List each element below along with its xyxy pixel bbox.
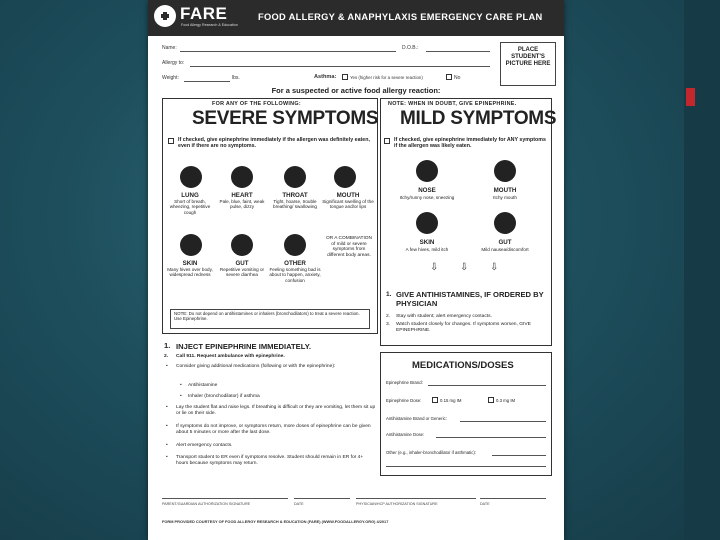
severe-checkbox[interactable] <box>168 138 174 144</box>
bullet-icon: • <box>166 443 168 448</box>
mild-symptom-desc: Itchy/runny nose, sneezing <box>399 195 455 200</box>
mild-step1-number: 1. <box>386 291 392 298</box>
action-step2: Call 911. Request ambulance with epinephrine. <box>176 354 285 359</box>
date-label: DATE <box>480 502 490 506</box>
severe-symptom-desc: Feeling something bad is about to happen, anxiety, confusion <box>269 267 321 283</box>
mild-step2-number: 2. <box>386 314 391 319</box>
antihistamine-brand-label: Antihistamine Brand or Generic: <box>386 416 447 421</box>
action-step2-number: 2. <box>164 354 169 359</box>
severe-symptom-name: SKIN <box>182 260 198 267</box>
severe-symptom-desc: Short of breath, wheezing, repetitive cough <box>169 199 211 215</box>
name-label: Name: <box>162 45 177 51</box>
down-arrow-icon: ⇩ <box>490 262 499 273</box>
other-meds-label: Other (e.g., inhaler-bronchodilator if asthmatic): <box>386 450 477 455</box>
weight-label: Weight: <box>162 75 179 81</box>
bullet-icon: • <box>180 383 182 388</box>
severe-symptom-desc: Tight, hoarse, trouble breathing/ swallowing <box>273 199 317 210</box>
severe-symptom-name: GUT <box>235 260 249 267</box>
form-footer: FORM PROVIDED COURTESY OF FOOD ALLERGY RESEARCH & EDUCATION (FARE) (WWW.FOODALLERGY.ORG) 4/2017 <box>162 519 389 524</box>
severe-caption: FOR ANY OF THE FOLLOWING: <box>212 101 301 107</box>
physician-signature-label: PHYSICIAN/HCP AUTHORIZATION SIGNATURE <box>356 502 438 506</box>
other-meds-field[interactable] <box>492 455 546 456</box>
date-label: DATE <box>294 502 304 506</box>
nose-icon <box>416 160 438 182</box>
severe-symptom-desc: Pale, blue, faint, weak pulse, dizzy <box>219 199 265 210</box>
accent-marker <box>686 88 695 106</box>
throat-icon <box>284 166 306 188</box>
severe-title: SEVERE SYMPTOMS <box>192 108 379 129</box>
mild-step2: Stay with student; alert emergency contacts. <box>396 314 492 319</box>
dob-field[interactable] <box>426 51 490 52</box>
mild-title: MILD SYMPTOMS <box>400 108 557 129</box>
antihistamine-note: NOTE: Do not depend on antihistamines or inhalers (bronchodilators) to treat a severe reaction. Use Epinephrine. <box>170 309 370 329</box>
date-field[interactable] <box>480 498 546 499</box>
action-step1-number: 1. <box>164 341 171 350</box>
mild-symptom-name: GUT <box>498 239 512 246</box>
logo-text: FARE <box>180 4 228 23</box>
dose-03-checkbox[interactable] <box>488 397 494 403</box>
allergy-label: Allergy to: <box>162 60 185 66</box>
physician-signature-field[interactable] <box>356 498 476 499</box>
name-field[interactable] <box>180 51 396 52</box>
other-icon <box>284 234 306 256</box>
severe-checkbox-text: If checked, give epinephrine immediately if the allergen was definitely eaten, even if there are no symptoms. <box>178 137 370 150</box>
epinephrine-dose-label: Epinephrine Dose: <box>386 398 422 403</box>
mild-checkbox[interactable] <box>384 138 390 144</box>
mild-gut-icon <box>494 212 516 234</box>
dose-03-label: 0.3 mg IM <box>496 398 516 403</box>
mild-mouth-icon <box>494 160 516 182</box>
mild-checkbox-text: If checked, give epinephrine immediately for ANY symptoms if the allergen was likely eaten. <box>394 137 546 150</box>
dose-015-checkbox[interactable] <box>432 397 438 403</box>
lung-icon <box>180 166 202 188</box>
asthma-no-checkbox[interactable] <box>446 74 452 80</box>
action-step1: INJECT EPINEPHRINE IMMEDIATELY. <box>176 342 312 351</box>
antihistamine-dose-field[interactable] <box>436 437 546 438</box>
mild-step3-number: 3. <box>386 322 391 327</box>
bullet-icon: • <box>166 405 168 410</box>
asthma-no-label: No <box>454 75 461 81</box>
mild-symptom-name: SKIN <box>419 239 435 246</box>
bullet-icon: • <box>166 364 168 369</box>
mild-symptom-desc: A few hives, mild itch <box>405 247 449 252</box>
dose-015-label: 0.15 mg IM <box>440 398 462 403</box>
parent-signature-label: PARENT/GUARDIAN AUTHORIZATION SIGNATURE <box>162 502 251 506</box>
antihistamine-dose-label: Antihistamine Dose: <box>386 432 425 437</box>
mild-symptom-desc: Mild nausea/discomfort <box>481 247 529 252</box>
mild-caption: NOTE: WHEN IN DOUBT, GIVE EPINEPHRINE. <box>388 101 517 107</box>
bullet-icon: • <box>166 455 168 460</box>
severe-symptom-desc: Significant swelling of the tongue and/or lips <box>322 199 374 210</box>
action-bullet: If symptoms do not improve, or symptoms return, more doses of epinephrine can be given about 5 minutes or more after the last dose. <box>176 424 371 436</box>
action-bullet: Lay the student flat and raise legs. If breathing is difficult or they are vomiting, let them sit up or lie on their side. <box>176 405 376 417</box>
down-arrow-icon: ⇩ <box>460 262 469 273</box>
mouth-icon <box>334 166 356 188</box>
reaction-subheading: For a suspected or active food allergy reaction: <box>271 86 441 95</box>
mild-step3: Watch student closely for changes. If symptoms worsen, GIVE EPINEPHRINE. <box>396 322 531 334</box>
asthma-yes-checkbox[interactable] <box>342 74 348 80</box>
bullet-icon: • <box>180 394 182 399</box>
action-bullet: Alert emergency contacts. <box>176 443 233 448</box>
fare-logo-icon <box>154 5 176 27</box>
dob-label: D.O.B.: <box>402 45 419 51</box>
mild-skin-icon <box>416 212 438 234</box>
logo-subtitle: Food Allergy Research & Education <box>181 23 238 27</box>
weight-field[interactable] <box>184 81 230 82</box>
severe-symptom-name: OTHER <box>284 260 306 267</box>
mild-symptom-name: MOUTH <box>493 187 517 194</box>
action-bullet: Transport student to ER even if symptoms resolve. Student should remain in ER for 4+ hours because symptoms may return. <box>176 455 364 467</box>
severe-symptom-name: LUNG <box>181 192 199 199</box>
asthma-yes-label: Yes (higher risk for a severe reaction) <box>350 75 423 80</box>
document-header <box>148 0 564 36</box>
skin-icon <box>180 234 202 256</box>
medications-title: MEDICATIONS/DOSES <box>412 360 514 371</box>
parent-signature-field[interactable] <box>162 498 288 499</box>
action-sub-bullet: Antihistamine <box>188 383 218 388</box>
mild-symptom-desc: Itchy mouth <box>493 195 517 200</box>
student-photo-placeholder[interactable]: PLACE STUDENT'S PICTURE HERE <box>500 42 556 86</box>
action-bullet: Consider giving additional medications (following or with the epinephrine): <box>176 364 336 369</box>
down-arrow-icon: ⇩ <box>430 262 439 273</box>
epinephrine-brand-label: Epinephrine Brand: <box>386 380 423 385</box>
epinephrine-brand-field[interactable] <box>428 385 546 386</box>
heart-icon <box>231 166 253 188</box>
severe-symptom-name: THROAT <box>282 192 308 199</box>
date-field[interactable] <box>294 498 350 499</box>
gut-icon <box>231 234 253 256</box>
combination-note: OR A COMBINATION of mild or severe symptoms from different body areas. <box>325 236 373 258</box>
allergy-field[interactable] <box>190 66 490 67</box>
severe-symptoms-panel <box>162 98 378 334</box>
action-sub-bullet: Inhaler (bronchodilator) if asthma <box>188 394 260 399</box>
severe-symptom-desc: Repetitive vomiting or severe diarrhea <box>219 267 265 278</box>
other-meds-field-line2[interactable] <box>386 466 546 467</box>
document-title: FOOD ALLERGY & ANAPHYLAXIS EMERGENCY CARE PLAN <box>258 12 543 22</box>
lbs-label: lbs. <box>232 75 240 81</box>
mild-symptom-name: NOSE <box>418 187 436 194</box>
antihistamine-brand-field[interactable] <box>460 421 546 422</box>
severe-symptom-desc: Many hives over body, widespread redness <box>167 267 213 278</box>
bullet-icon: • <box>166 424 168 429</box>
severe-symptom-name: MOUTH <box>336 192 360 199</box>
mild-step1: GIVE ANTIHISTAMINES, IF ORDERED BY PHYSICIAN <box>396 290 544 308</box>
care-plan-document <box>148 0 564 540</box>
slide-side-bar <box>684 0 720 540</box>
asthma-label: Asthma: <box>314 74 337 80</box>
mild-symptoms-panel <box>380 98 552 346</box>
severe-symptom-name: HEART <box>231 192 253 199</box>
